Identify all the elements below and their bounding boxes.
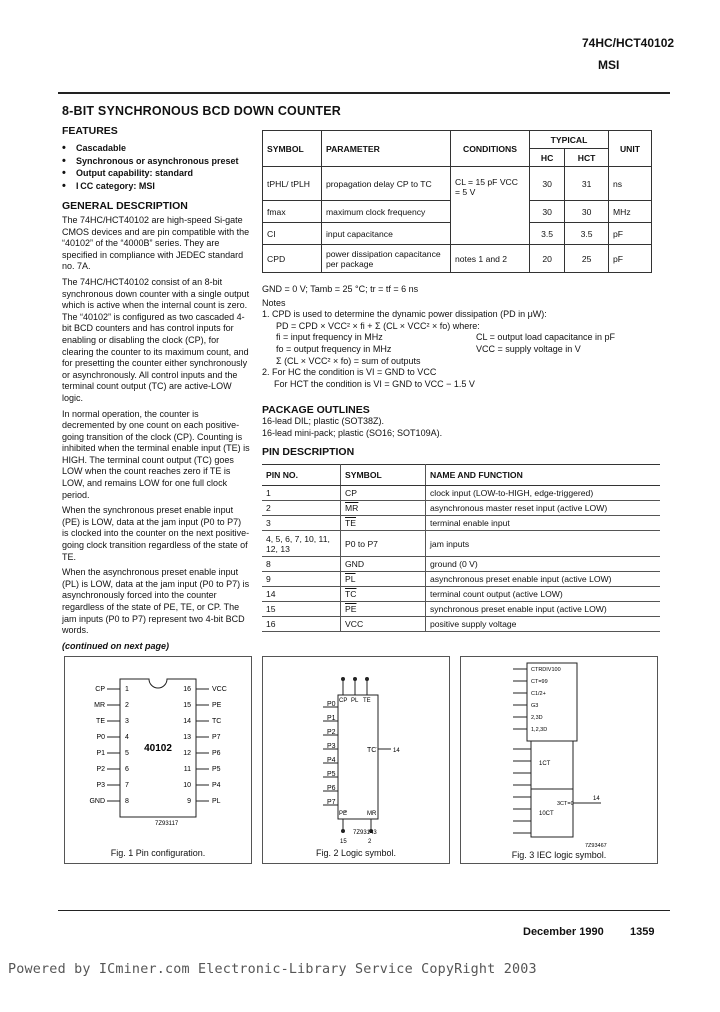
pin-symbol: $\overline{PE}$: [341, 602, 426, 617]
spec-head-typical: TYPICAL: [530, 131, 609, 149]
control-label: TE: [363, 698, 371, 704]
control-label: C1/2+: [531, 691, 546, 697]
pin-number: 7: [125, 782, 129, 789]
spec-cell: notes 1 and 2: [451, 245, 530, 273]
spec-head-unit: UNIT: [609, 131, 652, 167]
pin-label: GND: [89, 798, 105, 805]
pin-number: 13: [183, 734, 191, 741]
pin-number: 8: [125, 798, 129, 805]
spec-cell: tPHL/ tPLH: [263, 167, 322, 201]
note-2b: For HCT the condition is VI = GND to VCC − 1.5 V: [274, 378, 475, 389]
input-label: P4: [327, 757, 336, 764]
notes-section: [262, 284, 662, 390]
general-heading: GENERAL DESCRIPTION: [62, 200, 188, 212]
pin-symbol: P0 to P7: [341, 531, 426, 557]
control-label: PL: [351, 698, 359, 704]
input-label: P3: [327, 743, 336, 750]
pin-no: 4, 5, 6, 7, 10, 11, 12, 13: [262, 531, 341, 557]
pin-symbol: GND: [341, 557, 426, 572]
pin-number: 5: [125, 750, 129, 757]
table-row: [262, 587, 660, 602]
pin-no: 3: [262, 516, 341, 531]
control-label: CP: [339, 698, 348, 704]
figure-caption: Fig. 3 IEC logic symbol.: [511, 850, 607, 860]
spec-row: [263, 167, 652, 201]
pin-label: P5: [212, 766, 221, 773]
control-label: CTRDIV100: [531, 667, 561, 673]
feature-item: • Output capability: standard: [62, 167, 250, 180]
pin-no: 14: [262, 587, 341, 602]
pin-no: 16: [262, 617, 341, 632]
footer-date: December 1990: [523, 926, 604, 938]
feature-item: • I CC category: MSI: [62, 180, 250, 193]
pin-function: asynchronous preset enable input (active LOW): [426, 572, 661, 587]
pin-number: 9: [187, 798, 191, 805]
def-left: fi = input frequency in MHz: [276, 332, 383, 343]
pin-dot: [341, 677, 345, 681]
pin-symbol: $\overline{TC}$: [341, 587, 426, 602]
pin-label: VCC: [212, 686, 227, 693]
pin-label: PL: [212, 798, 221, 805]
spec-cell: propagation delay CP to TC: [322, 167, 451, 201]
spec-row: [263, 245, 652, 273]
package-line: 16-lead mini-pack; plastic (SO16; SOT109A).: [262, 427, 443, 438]
table-row: [262, 516, 660, 531]
figure-code: 7Z93467: [585, 843, 607, 849]
counter-block-1: [531, 741, 573, 789]
control-label: PE: [339, 811, 348, 817]
spec-cell: input capacitance: [322, 223, 451, 245]
pin-label: P7: [212, 734, 221, 741]
pin-section: [262, 446, 662, 632]
pin-no: 9: [262, 572, 341, 587]
table-row: [262, 602, 660, 617]
pin-no: 2: [262, 501, 341, 516]
pin-label: TC: [212, 718, 222, 725]
package-section: [262, 404, 662, 439]
spec-head-conditions: CONDITIONS: [451, 131, 530, 167]
pin-number: 6: [125, 766, 129, 773]
control-label: MR: [367, 811, 377, 817]
general-paragraph: In normal operation, the counter is decremented by one count on each positive-going transition of the clock (CP). Counting is inhibited when the terminal enable input (TE) is HIGH. The terminal count output (TC) goes LOW when the count reaches zero if TE is LOW, and remains LOW for one full clock period.: [62, 408, 250, 500]
pin-label: P4: [212, 782, 221, 789]
spec-cell: 20: [530, 245, 565, 273]
pin-head-symbol: SYMBOL: [341, 465, 426, 486]
notes-heading: Notes: [262, 297, 286, 308]
note-2a: 2. For HC the condition is VI = GND to VCC: [262, 367, 437, 378]
spec-head-parameter: PARAMETER: [322, 131, 451, 167]
pin-label: P0: [96, 734, 105, 741]
pin-label: P3: [96, 782, 105, 789]
control-label: G3: [531, 703, 539, 709]
pin-label: P2: [96, 766, 105, 773]
spec-cell: CI: [263, 223, 322, 245]
spec-cell: maximum clock frequency: [322, 201, 451, 223]
figure-caption: Fig. 1 Pin configuration.: [110, 848, 206, 858]
pin-no: 8: [262, 557, 341, 572]
pin-head-name: NAME AND FUNCTION: [426, 465, 661, 486]
spec-table-wrap: [262, 130, 652, 273]
pin-no: 15: [262, 602, 341, 617]
package-line: 16-lead DIL; plastic (SOT38Z).: [262, 416, 385, 426]
spec-cell: power dissipation capacitance per package: [322, 245, 451, 273]
general-paragraph: The 74HC/HCT40102 are high-speed Si-gate CMOS devices and are pin compatible with the “40102” of the “4000B” series. They are specified in compliance with JEDEC standard no. 7A.: [62, 215, 250, 272]
pin-function: ground (0 V): [426, 557, 661, 572]
figure-code: 7Z93143: [353, 830, 377, 836]
spec-cell: CPD: [263, 245, 322, 273]
figure-iec-symbol: [460, 656, 658, 864]
spec-cell: 30: [530, 201, 565, 223]
features-list: [62, 142, 250, 192]
general-paragraph: When the asynchronous preset enable input (PL) is LOW, data at the jam input (P0 to P7) is asynchronously forced into the counter regardless of the state of PE, TE, or CP. The jam inputs (P0 to P7) represent two 4-bit BCD words.: [62, 567, 250, 636]
feature-item: • Cascadable: [62, 142, 250, 155]
control-label: CT=99: [531, 679, 548, 685]
pin-dot: [341, 829, 345, 833]
watermark-banner: Powered by ICminer.com Electronic-Library Service CopyRight 2003: [8, 962, 537, 977]
control-label: 1,2,3D: [531, 727, 548, 733]
output-label: 3CT=0: [557, 801, 574, 807]
page-title: 8-BIT SYNCHRONOUS BCD DOWN COUNTER: [62, 104, 342, 118]
logic-block: [338, 695, 378, 819]
control-label: 2,3D: [531, 715, 543, 721]
pin-function: asynchronous master reset input (active LOW): [426, 501, 661, 516]
formula-defs: [262, 332, 662, 367]
pin-number: 2: [125, 702, 129, 709]
output-pin: 14: [593, 796, 600, 802]
pin-dot: [353, 677, 357, 681]
pin-symbol: $\overline{TE}$: [341, 516, 426, 531]
pin-function: terminal enable input: [426, 516, 661, 531]
features-heading: FEATURES: [62, 125, 118, 137]
pin-number: 1: [125, 686, 129, 693]
conditions-line: GND = 0 V; Tamb = 25 °C; tr = tf = 6 ns: [262, 284, 419, 294]
table-row: [262, 531, 660, 557]
package-heading: PACKAGE OUTLINES: [262, 404, 370, 416]
spec-cell: MHz: [609, 201, 652, 223]
pin-number: 10: [183, 782, 191, 789]
table-row: [262, 557, 660, 572]
pin-table: [262, 464, 660, 632]
spec-cell: CL = 15 pF VCC = 5 V: [451, 167, 530, 245]
pin-label: P6: [212, 750, 221, 757]
table-row: [262, 501, 660, 516]
general-description: [62, 215, 250, 652]
figure-logic-symbol: [262, 656, 450, 864]
logic-symbol-diagram: [263, 657, 449, 863]
def-right: VCC = supply voltage in V: [476, 343, 581, 354]
pin-dot: [365, 677, 369, 681]
pin-function: positive supply voltage: [426, 617, 661, 632]
spec-cell: ns: [609, 167, 652, 201]
pin-number: 11: [183, 766, 191, 773]
spec-cell: 3.5: [565, 223, 609, 245]
family-label: MSI: [598, 58, 620, 72]
feature-item: • Synchronous or asynchronous preset: [62, 155, 250, 168]
spec-cell: pF: [609, 223, 652, 245]
pin-function: clock input (LOW-to-HIGH, edge-triggered): [426, 486, 661, 501]
spec-head-hct: HCT: [565, 149, 609, 167]
pin-number: 16: [183, 686, 191, 693]
pin-number: 2: [368, 839, 372, 845]
continued-note: (continued on next page): [62, 640, 169, 651]
pin-heading: PIN DESCRIPTION: [262, 446, 355, 458]
pin-function: jam inputs: [426, 531, 661, 557]
spec-head-symbol: SYMBOL: [263, 131, 322, 167]
pin-number: 14: [183, 718, 191, 725]
pin-configuration-diagram: [65, 657, 251, 863]
figure-pin-configuration: [64, 656, 252, 864]
pin-no: 1: [262, 486, 341, 501]
pin-number: 15: [340, 839, 347, 845]
pin-number: 15: [183, 702, 191, 709]
pin-symbol: CP: [341, 486, 426, 501]
input-label: P2: [327, 729, 336, 736]
spec-cell: 30: [565, 201, 609, 223]
block-label: 1CT: [539, 761, 551, 767]
spec-cell: 30: [530, 167, 565, 201]
pin-function: terminal count output (active LOW): [426, 587, 661, 602]
spec-table: [262, 130, 652, 273]
chip-label: 40102: [144, 743, 172, 754]
spec-cell: fmax: [263, 201, 322, 223]
spec-cell: 31: [565, 167, 609, 201]
figure-caption: Fig. 2 Logic symbol.: [315, 848, 397, 858]
block-label: 10CT: [539, 811, 554, 817]
pin-function: synchronous preset enable input (active LOW): [426, 602, 661, 617]
pin-label: P1: [96, 750, 105, 757]
input-label: P0: [327, 701, 336, 708]
spec-head-hc: HC: [530, 149, 565, 167]
spec-cell: pF: [609, 245, 652, 273]
bottom-rule: [58, 910, 670, 911]
pin-symbol: VCC: [341, 617, 426, 632]
pin-symbol: $\overline{PL}$: [341, 572, 426, 587]
def-left: fo = output frequency in MHz: [276, 343, 392, 354]
pin-label: CP: [95, 686, 105, 693]
part-number: 74HC/HCT40102: [582, 36, 675, 50]
features-section: [62, 125, 250, 656]
pin-label: TE: [96, 718, 105, 725]
figure-code: 7Z93117: [155, 821, 179, 827]
table-row: [262, 486, 660, 501]
input-label: P5: [327, 771, 336, 778]
input-label: P6: [327, 785, 336, 792]
output-label: TC: [367, 747, 377, 754]
pin-number: 12: [183, 750, 191, 757]
pin-symbol: $\overline{MR}$: [341, 501, 426, 516]
def-right: CL = output load capacitance in pF: [476, 332, 616, 343]
pin-head-no: PIN NO.: [262, 465, 341, 486]
page-number: 1359: [630, 926, 655, 938]
pin-number: 4: [125, 734, 129, 741]
table-row: [262, 572, 660, 587]
general-paragraph: The 74HC/HCT40102 consist of an 8-bit synchronous down counter with a single output which is active when the internal count is zero. The “40102” is configured as two cascaded 4-bit BCD counters and has control inputs for enabling or disabling the clock (CP), for clearing the counter to its maximum count, and for presetting the counter either synchronously or asynchronously. All control inputs and the terminal count output (TC) are active-LOW logic.: [62, 276, 250, 403]
pin-label: PE: [212, 702, 222, 709]
pin-label: MR: [94, 702, 105, 709]
spec-cell: 25: [565, 245, 609, 273]
table-row: [262, 617, 660, 632]
output-pin: 14: [393, 748, 400, 754]
note-1: 1. CPD is used to determine the dynamic power dissipation (PD in μW):: [262, 309, 547, 320]
top-rule: [58, 92, 670, 94]
power-formula: PD = CPD × VCC² × fi + Σ (CL × VCC² × fo) where:: [276, 320, 480, 331]
iec-symbol-diagram: [461, 657, 657, 863]
pin-number: 3: [125, 718, 129, 725]
input-label: P7: [327, 799, 336, 806]
def-left: Σ (CL × VCC² × fo) = sum of outputs: [276, 355, 421, 366]
general-paragraph: When the synchronous preset enable input (PE) is LOW, data at the jam input (P0 to P7) is clocked into the counter on the next positive-going clock transition regardless of the state of TE.: [62, 505, 250, 562]
input-label: P1: [327, 715, 336, 722]
spec-cell: 3.5: [530, 223, 565, 245]
